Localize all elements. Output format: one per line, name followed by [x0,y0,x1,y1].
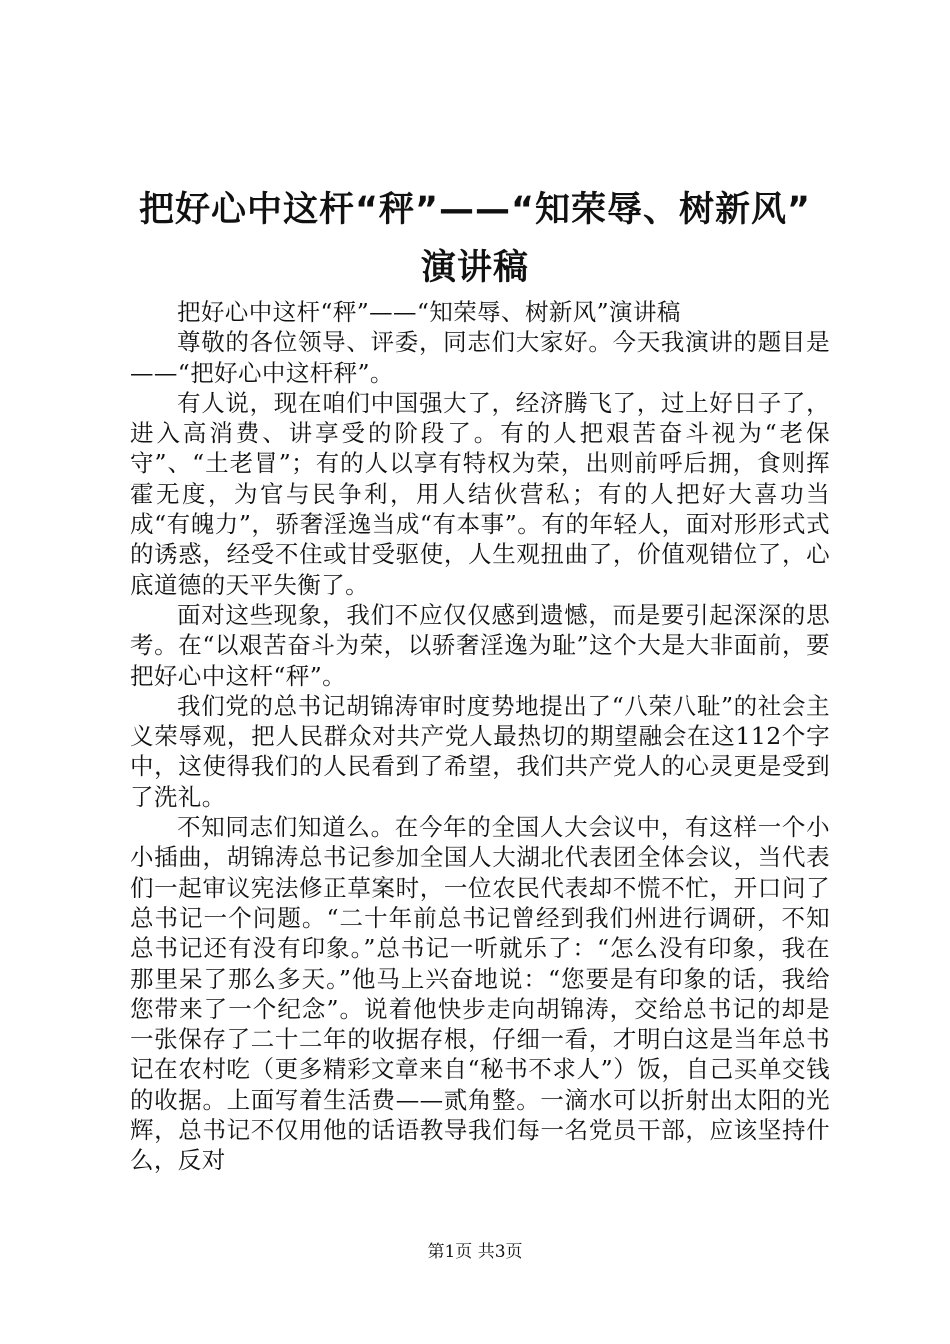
document-title-line-2: 演讲稿 [420,248,529,288]
paragraph: 不知同志们知道么。在今年的全国人大会议中，有这样一个小小插曲，胡锦涛总书记参加全国人大湖北代表团全体会议，当代表们一起审议宪法修正草案时，一位农民代表却不慌不忙，开口问了总书记一个问题。“二十年前总书记曾经到我们州进行调研，不知总书记还有没有印象。”总书记一听就乐了：“怎么没有印象，我在那里呆了那么多天。”他马上兴奋地说：“您要是有印象的话，我给您带来了一个纪念”。说着他快步走向胡锦涛，交给总书记的却是一张保存了二十二年的收据存根，仔细一看，才明白这是当年总书记在农村吃（更多精彩文章来自“秘书不求人”）饭，自己买单交钱的收据。上面写着生活费——贰角整。一滴水可以折射出太阳的光辉，总书记不仅用他的话语教导我们每一名党员干部，应该坚持什么，反对 [130,813,830,1175]
paragraph: 面对这些现象，我们不应仅仅感到遗憾，而是要引起深深的思考。在“以艰苦奋斗为荣，以骄奢淫逸为耻”这个大是大非面前，要把好心中这杆“秤”。 [130,600,830,690]
page-footer: 第1页 共3页 [427,1242,523,1262]
paragraph: 有人说，现在咱们中国强大了，经济腾飞了，过上好日子了，进入高消费、讲享受的阶段了。有的人把艰苦奋斗视为“老保守”、“土老冒”；有的人以享有特权为荣，出则前呼后拥，食则挥霍无度，为官与民争利，用人结伙营私；有的人把好大喜功当成“有魄力”，骄奢淫逸当成“有本事”。有的年轻人，面对形形式式的诱惑，经受不住或甘受驱使，人生观扭曲了，价值观错位了，心底道德的天平失衡了。 [130,388,830,599]
paragraph-subtitle: 把好心中这杆“秤”——“知荣辱、树新风”演讲稿 [177,298,681,326]
paragraph: 我们党的总书记胡锦涛审时度势地提出了“八荣八耻”的社会主义荣辱观，把人民群众对共产党人最热切的期望融会在这112个字中，这使得我们的人民看到了希望，我们共产党人的心灵更是受到了洗礼。 [130,691,830,811]
document-title-line-1: 把好心中这杆“秤”——“知荣辱、树新风” [138,190,811,230]
document-body [130,297,830,1176]
paragraph-greeting: 尊敬的各位领导、评委，同志们大家好。今天我演讲的题目是——“把好心中这杆秤”。 [130,328,830,387]
